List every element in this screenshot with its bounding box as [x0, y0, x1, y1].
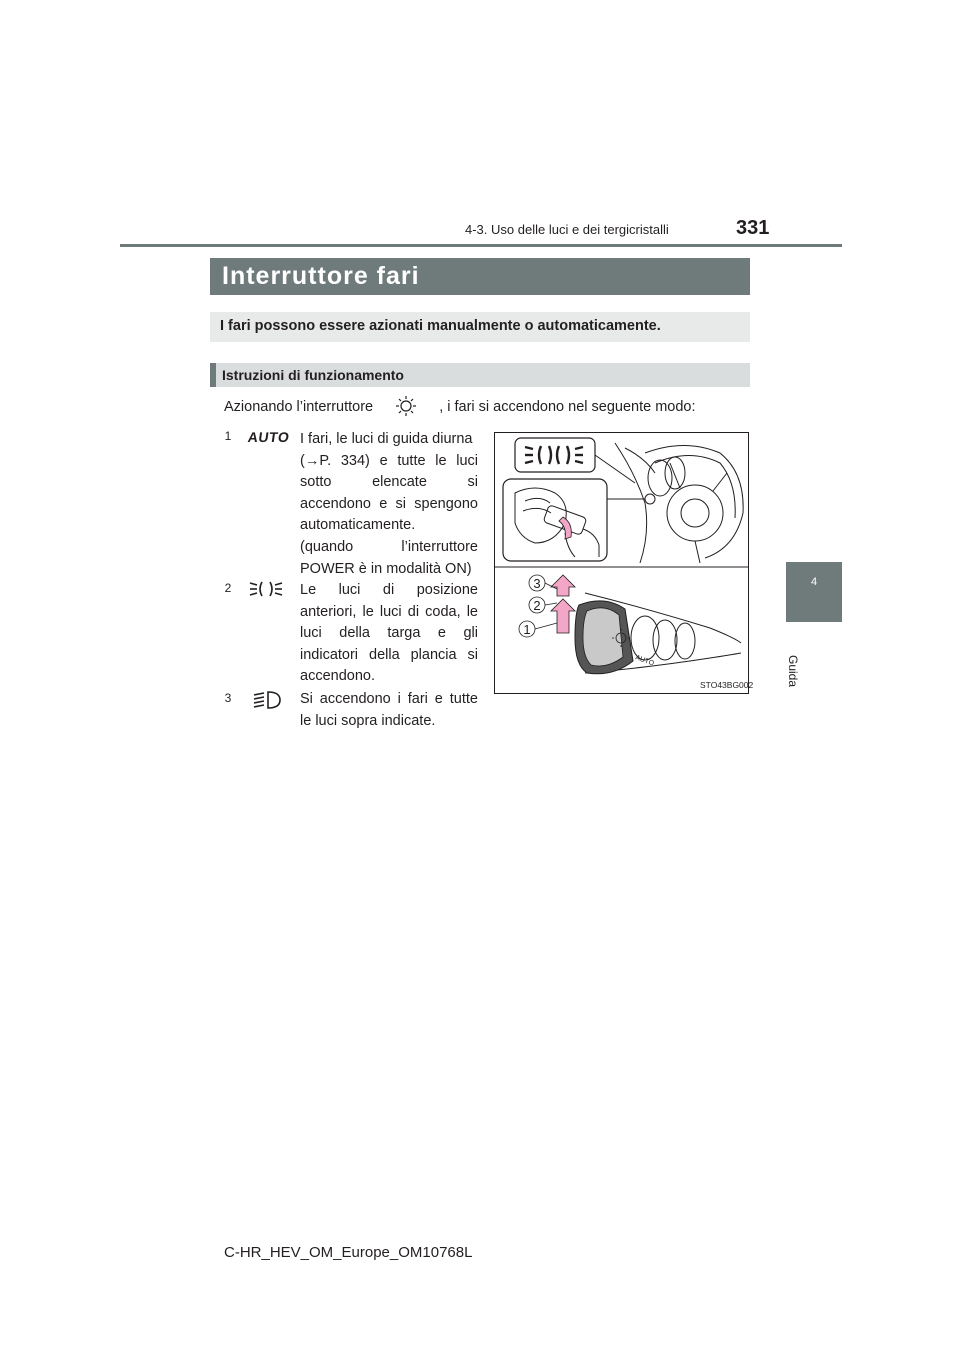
illustration-drawing — [495, 433, 748, 693]
subsection-accent — [210, 363, 216, 387]
item-description-1: I fari, le luci di guida diurna (→P. 334) e tutte le luci sotto elencate si accendono e si spengono automaticamente. (quando l’interruttore POWER è in modalità ON) — [300, 431, 478, 577]
chapter-tab[interactable] — [786, 562, 842, 622]
header-rule — [120, 244, 842, 247]
headlight-icon — [252, 689, 282, 716]
position-lights-icon — [248, 578, 284, 605]
svg-text:3: 3 — [533, 576, 541, 591]
figure-code: STO43BG002 — [700, 680, 754, 690]
page-title: Interruttore fari — [222, 262, 420, 290]
section-header: 4-3. Uso delle luci e dei tergicristalli — [465, 222, 669, 237]
svg-text:2: 2 — [533, 598, 541, 613]
item-number-3: 3 — [224, 691, 232, 705]
item-description-3: Si accendono i fari e tutte le luci sopra indicate. — [300, 691, 478, 729]
chapter-number: 4 — [810, 576, 818, 588]
page-number: 331 — [736, 217, 770, 239]
svg-text:AUTO: AUTO — [634, 654, 655, 668]
document-footer: C-HR_HEV_OM_Europe_OM10768L — [224, 1244, 473, 1261]
item-description-2: Le luci di posizione anteriori, le luci di coda, le luci della targa e gli indicatori della plancia si accendono. — [300, 582, 478, 685]
intro-text: Azionando l’interruttore , i fari si accendono nel seguente modo: — [224, 399, 696, 415]
item-number-2: 2 — [224, 581, 232, 595]
headlight-switch-illustration — [494, 432, 749, 694]
item-number-1: 1 — [224, 429, 232, 443]
auto-icon: AUTO — [246, 429, 291, 445]
lead-text: I fari possono essere azionati manualmente o automaticamente. — [220, 318, 661, 334]
chapter-label: Guida — [786, 655, 800, 688]
svg-text:1: 1 — [523, 622, 531, 637]
light-switch-icon — [377, 399, 435, 415]
subsection-title: Istruzioni di funzionamento — [222, 367, 404, 383]
